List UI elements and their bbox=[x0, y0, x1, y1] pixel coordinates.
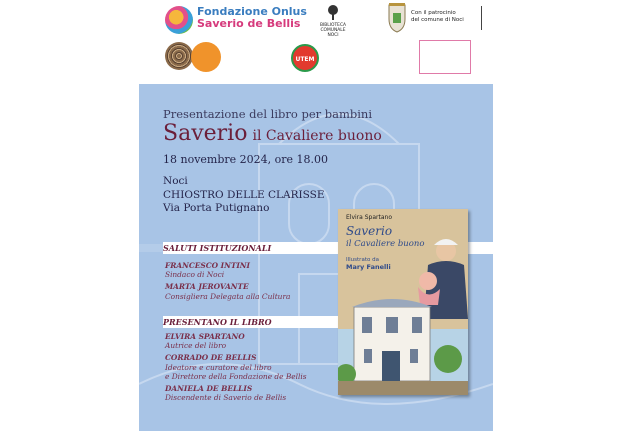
presentano-role-1: Autrice del libro bbox=[165, 341, 227, 351]
event-date: 18 novembre 2024, ore 18.00 bbox=[163, 153, 329, 166]
event-location bbox=[163, 175, 325, 216]
presentano-role-3: Discendente di Saverio de Bellis bbox=[165, 393, 287, 403]
biblioteca-logo bbox=[313, 4, 353, 38]
book-subtitle: il Cavaliere buono bbox=[346, 239, 425, 249]
biblioteca-line1: BIBLIOTECA bbox=[319, 23, 347, 29]
event-city: Noci bbox=[163, 175, 188, 187]
saluti-list bbox=[165, 261, 290, 301]
illustrator-name: Mary Fanelli bbox=[346, 262, 391, 271]
patrocinio-text bbox=[411, 10, 473, 23]
presentano-name-3: DANIELA DE BELLIS bbox=[165, 384, 253, 394]
presentano-role-2b: e Direttore della Fondazione de Bellis bbox=[165, 371, 307, 381]
biblioteca-line3: NOCI bbox=[327, 33, 339, 39]
association-logo-icon bbox=[191, 42, 221, 72]
patrocinio-line2: del comune di Noci bbox=[411, 16, 464, 23]
divider bbox=[481, 6, 486, 30]
book-illustrator bbox=[346, 257, 391, 271]
event-intro: Presentazione del libro per bambini bbox=[163, 107, 373, 121]
info-panel bbox=[139, 84, 493, 431]
event-poster bbox=[139, 0, 493, 431]
fondazione-line1: Fondazione Onlus bbox=[197, 5, 307, 18]
title-main: Saverio bbox=[163, 121, 248, 146]
fondazione-line2: Saverio de Bellis bbox=[197, 16, 301, 30]
saluti-role-1: Sindaco di Noci bbox=[165, 270, 225, 280]
book-title: Saverio bbox=[346, 224, 393, 238]
presentano-list bbox=[165, 332, 307, 402]
event-street: Via Porta Putignano bbox=[163, 202, 270, 214]
utem-label: UTEM bbox=[295, 56, 315, 63]
saluti-heading: SALUTI ISTITUZIONALI bbox=[163, 242, 493, 254]
book-cover bbox=[338, 209, 468, 395]
book-author: Elvira Spartano bbox=[346, 214, 392, 221]
title-rest: il Cavaliere buono bbox=[252, 128, 382, 144]
presentano-name-1: ELVIRA SPARTANO bbox=[165, 332, 245, 341]
sponsor-logos bbox=[139, 0, 493, 84]
presentano-role-2: Ideatore e curatore del libro bbox=[165, 362, 272, 372]
event-venue: CHIOSTRO DELLE CLARISSE bbox=[163, 188, 325, 201]
saluti-name-2: MARTA JEROVANTE bbox=[165, 282, 249, 292]
biblioteca-line2: COMUNALE bbox=[320, 28, 346, 34]
presentano-name-2: CORRADO DE BELLIS bbox=[165, 353, 257, 363]
community-logo-icon bbox=[165, 42, 193, 70]
event-title bbox=[163, 121, 382, 146]
saluti-name-1: FRANCESCO INTINI bbox=[165, 261, 251, 270]
tree-icon bbox=[326, 4, 340, 20]
saluti-role-2: Consigliera Delegata alla Cultura bbox=[165, 291, 291, 301]
presentano-heading: PRESENTANO IL LIBRO bbox=[163, 316, 463, 328]
coat-of-arms-icon bbox=[385, 3, 409, 33]
utem-logo bbox=[291, 44, 319, 72]
illustrated-by-label: Illustrato da bbox=[346, 257, 379, 263]
partner-logo-icon bbox=[419, 40, 471, 74]
fondazione-logo-icon bbox=[165, 6, 193, 34]
patrocinio-line1: Con il patrocinio bbox=[411, 10, 456, 16]
fondazione-logo-text bbox=[197, 6, 307, 29]
